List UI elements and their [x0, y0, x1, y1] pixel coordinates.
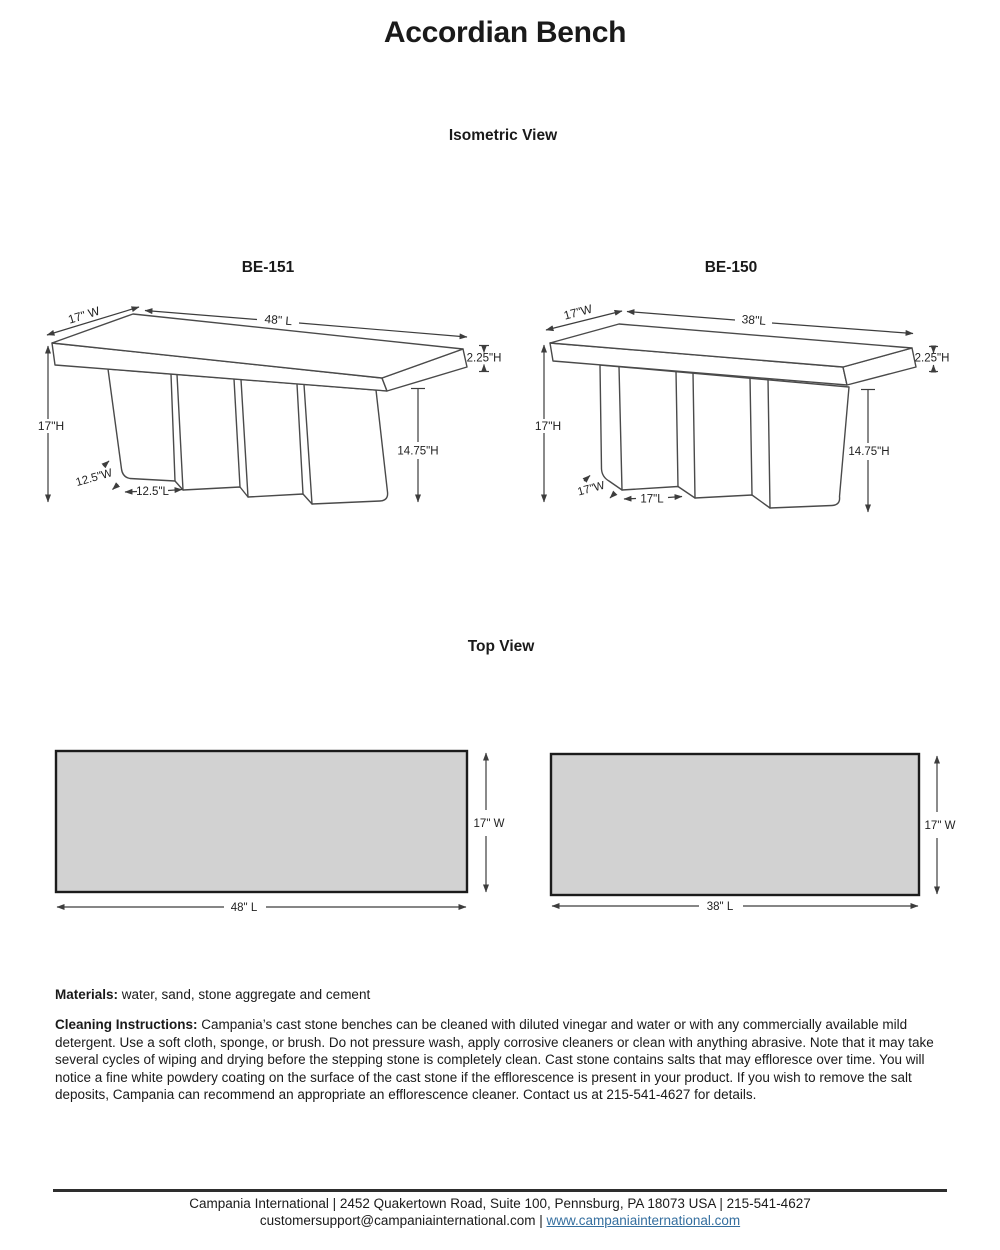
- top-view-length-label-be150: 38" L: [706, 901, 734, 913]
- cleaning-label: Cleaning Instructions:: [55, 1017, 198, 1032]
- dim-overall-height-be151: [35, 346, 69, 502]
- top-view-rect-be150: [551, 754, 919, 895]
- top-view-be151: [56, 751, 505, 914]
- materials-text: water, sand, stone aggregate and cement: [118, 987, 371, 1002]
- footer-separator: |: [535, 1213, 547, 1228]
- isometric-view-heading: Isometric View: [448, 127, 558, 144]
- dim-leg-length-be151: [125, 486, 182, 498]
- top-view-drawings: [0, 738, 1000, 923]
- materials-label: Materials:: [55, 987, 119, 1002]
- dim-leg-height-be151: [397, 389, 438, 503]
- footer-divider: [53, 1189, 947, 1192]
- top-view-length-label-be151: 48" L: [230, 902, 258, 914]
- footer-website-link[interactable]: www.campaniainternational.com: [546, 1213, 741, 1228]
- model-label-be151: BE-151: [241, 259, 295, 276]
- model-label-be150: BE-150: [704, 259, 758, 276]
- dim-leg-width-be151: [75, 461, 118, 490]
- dim-leg-length-be150: [624, 494, 682, 506]
- dim-overall-height-be150: [535, 345, 566, 502]
- page-title: Accordian Bench: [383, 16, 627, 49]
- footer-web-line: [0, 1213, 1000, 1228]
- top-view-width-label-be151: 17" W: [473, 818, 505, 830]
- bench-legs-be150: [600, 365, 849, 508]
- dim-label-leg-width-be150: 17"W: [576, 479, 607, 499]
- dim-label-seat-thickness-be151: 2.25"H: [466, 352, 502, 365]
- top-view-width-label-be150: 17" W: [924, 820, 956, 832]
- dim-label-leg-length-be150: 17"L: [640, 493, 664, 506]
- dim-label-overall-height-be151: 17"H: [37, 419, 65, 433]
- bench-legs-be151: [108, 369, 388, 504]
- dim-label-leg-width-be151: 12.5"W: [74, 467, 114, 490]
- top-view-rect-be151: [56, 751, 467, 892]
- dim-label-length-be151: 48" L: [263, 311, 293, 329]
- dim-label-leg-height-be150: 14.75"H: [848, 446, 890, 458]
- dim-label-width-be150: 17"W: [562, 301, 594, 323]
- dim-label-leg-height-be151: 14.75"H: [397, 445, 439, 458]
- isometric-drawing-be151: [35, 293, 510, 523]
- top-view-be150: [551, 754, 956, 913]
- dim-label-width-be151: 17" W: [66, 303, 102, 327]
- dim-label-length-be150: 38"L: [741, 312, 767, 328]
- materials-line: [55, 986, 370, 1004]
- dim-seat-thickness-be150: [915, 347, 950, 372]
- cleaning-instructions: [55, 1016, 950, 1104]
- footer-email: customersupport@campaniainternational.com: [259, 1213, 536, 1228]
- dim-seat-thickness-be151: [467, 346, 502, 372]
- dim-leg-height-be150: [848, 390, 889, 513]
- cleaning-text: Campania’s cast stone benches can be cleaned with diluted vinegar and water or with any commercially available mild detergent. Use a soft cloth, sponge, or brush. Do not pressure wash, apply corrosive cleaners or clean with anything abrasive. Note that it may take several cycles of wiping and drying before the stepping stone is completely clean. Cast stone contains salts that may effloresce over time. You will notice a fine white powdery coating on the surface of the cast stone if the efflorescence is present in your product. If you wish to remove the salt deposits, Campania can recommend an appropriate an efflorescence cleaner. Contact us at 215-541-4627 for details.: [55, 1017, 934, 1102]
- isometric-drawing-be150: [535, 293, 955, 523]
- dim-label-overall-height-be150: 17"H: [535, 419, 562, 433]
- top-view-heading: Top View: [467, 638, 535, 655]
- dim-label-seat-thickness-be150: 2.25"H: [914, 352, 950, 365]
- footer-contact-line: Campania International | 2452 Quakertown Road, Suite 100, Pennsburg, PA 18073 USA | 215-541-4627: [189, 1196, 811, 1211]
- dim-label-leg-length-be151: 12.5"L: [136, 486, 169, 498]
